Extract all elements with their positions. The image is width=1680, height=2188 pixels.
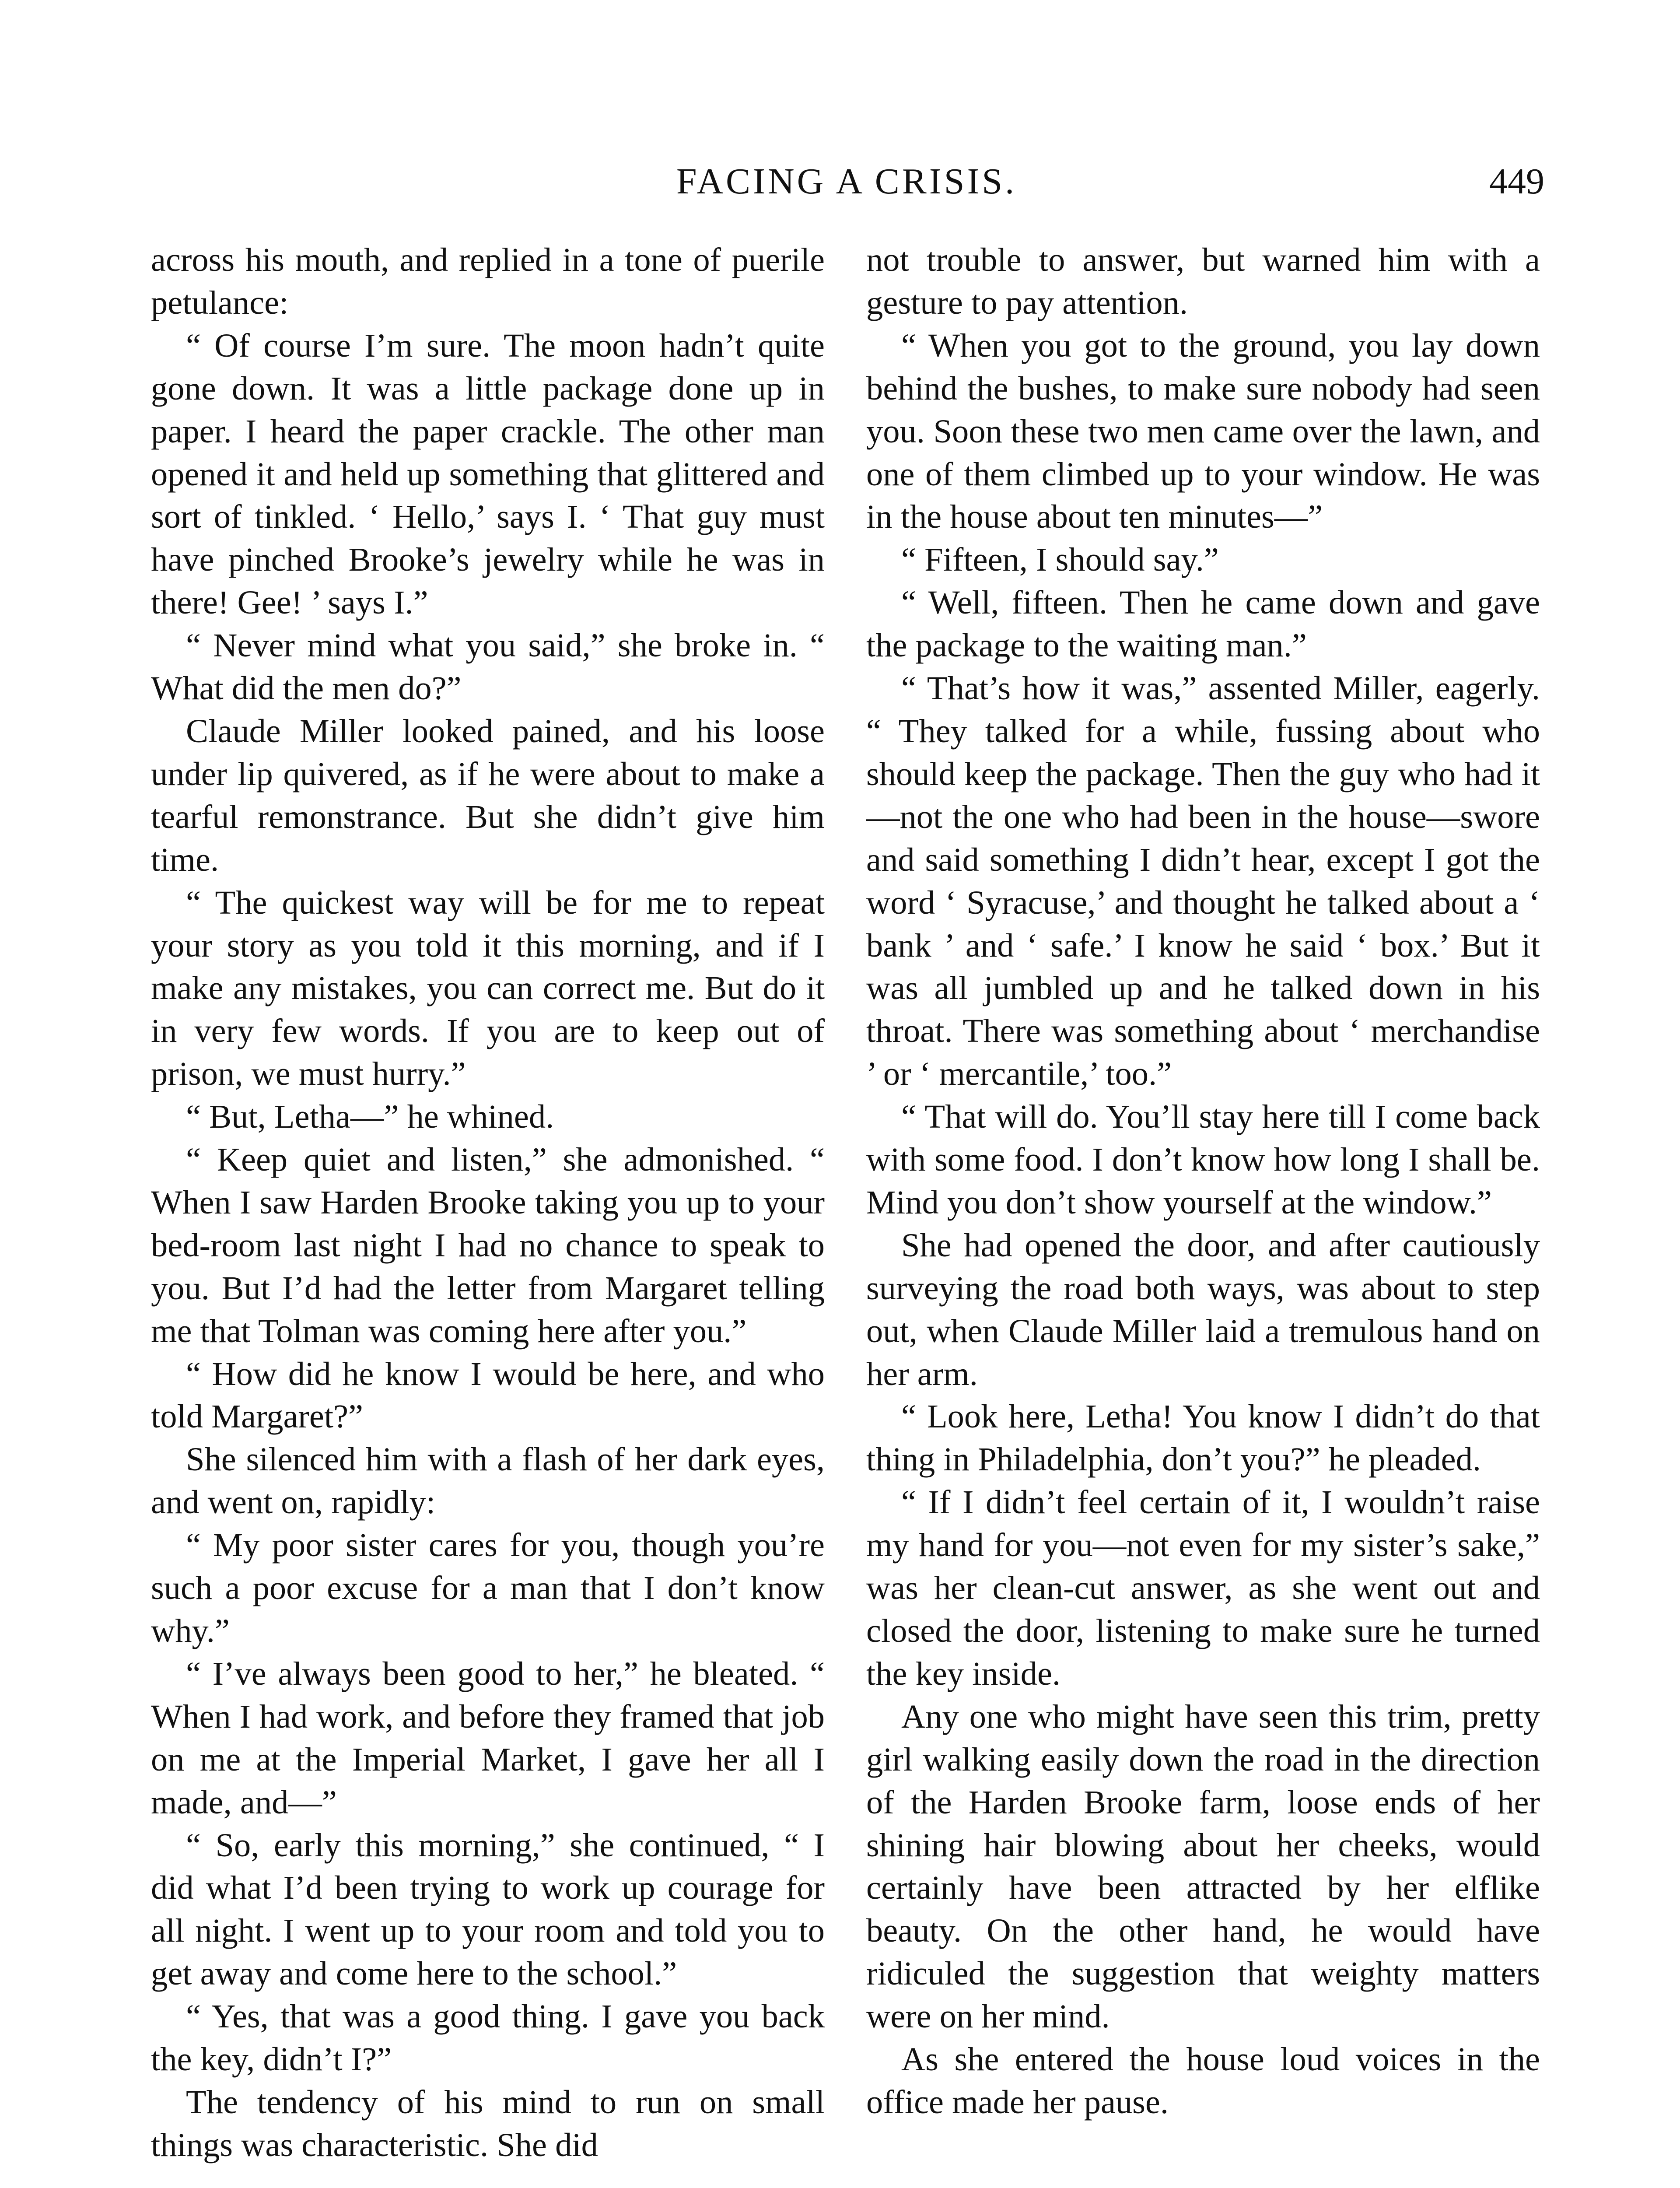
paragraph: “ That will do. You’ll stay here till I come back with some food. I don’t know how long I shall be. Mind you don’t show yourself at the window.” bbox=[866, 1098, 1540, 1221]
right-column bbox=[866, 238, 1540, 2124]
paragraph: Any one who might have seen this trim, pretty girl walking easily down the road in the direction of the Harden Brooke farm, loose ends of her shining hair blowing about her cheeks, would certainly have been attracted by her elflike beauty. On the other hand, he would have ridiculed the suggestion that weighty matters were on her mind. bbox=[866, 1697, 1540, 2035]
paragraph: She had opened the door, and after cautiously surveying the road both ways, was about to step out, when Claude Miller laid a tremulous hand on her arm. bbox=[866, 1226, 1540, 1392]
paragraph: She silenced him with a flash of her dark eyes, and went on, rapidly: bbox=[151, 1441, 825, 1521]
left-column bbox=[151, 238, 825, 2167]
paragraph: “ I’ve always been good to her,” he bleated. “ When I had work, and before they framed that job on me at the Imperial Market, I gave her all I made, and—” bbox=[151, 1655, 825, 1821]
page-number: 449 bbox=[1489, 161, 1544, 202]
paragraph: across his mouth, and replied in a tone of puerile petulance: bbox=[151, 241, 825, 321]
paragraph: The tendency of his mind to run on small things was characteristic. She did bbox=[151, 2083, 825, 2163]
paragraph: “ Never mind what you said,” she broke in. “ What did the men do?” bbox=[151, 627, 825, 707]
paragraph: not trouble to answer, but warned him with a gesture to pay attention. bbox=[866, 241, 1540, 321]
paragraph: “ Of course I’m sure. The moon hadn’t quite gone down. It was a little package done up in paper. I heard the paper crackle. The other man opened it and held up something that glittered and sort of tinkled. ‘ Hello,’ says I. ‘ That guy must have pinched Brooke’s jewelry while he was in there! Gee! ’ says I.” bbox=[151, 326, 825, 621]
chapter-title: FACING A CRISIS. bbox=[676, 161, 1017, 202]
paragraph: “ Fifteen, I should say.” bbox=[901, 541, 1219, 579]
paragraph: Claude Miller looked pained, and his loose under lip quivered, as if he were about to make a tearful remonstrance. But she didn’t give him time. bbox=[151, 712, 825, 878]
paragraph: “ That’s how it was,” assented Miller, eagerly. “ They talked for a while, fussing about who should keep the package. Then the guy who had it—not the one who had been in the house—swore and said something I didn’t hear, except I got the word ‘ Syracuse,’ and thought he talked about a ‘ bank ’ and ‘ safe.’ I know he said ‘ box.’ But it was all jumbled up and he talked down in his throat. There was something about ‘ merchandise ’ or ‘ mercantile,’ too.” bbox=[866, 670, 1540, 1093]
paragraph: “ Well, fifteen. Then he came down and gave the package to the waiting man.” bbox=[866, 584, 1540, 664]
paragraph: “ The quickest way will be for me to repeat your story as you told it this morning, and if I make any mistakes, you can correct me. But do it in very few words. If you are to keep out of prison, we must hurry.” bbox=[151, 884, 825, 1093]
paragraph: “ How did he know I would be here, and who told Margaret?” bbox=[151, 1355, 825, 1435]
paragraph: As she entered the house loud voices in the office made her pause. bbox=[866, 2041, 1540, 2121]
paragraph: “ Yes, that was a good thing. I gave you back the key, didn’t I?” bbox=[151, 1998, 825, 2078]
paragraph: “ Keep quiet and listen,” she admonished. “ When I saw Harden Brooke taking you up to your bed-room last night I had no chance to speak to you. But I’d had the letter from Margaret telling me that Tolman was coming here after you.” bbox=[151, 1141, 825, 1350]
paragraph: “ So, early this morning,” she continued, “ I did what I’d been trying to work up courage for all night. I went up to your room and told you to get away and come here to the school.” bbox=[151, 1826, 825, 1992]
paragraph: “ If I didn’t feel certain of it, I wouldn’t raise my hand for you—not even for my sister’s sake,” was her clean-cut answer, as she went out and closed the door, listening to make sure he turned the key inside. bbox=[866, 1483, 1540, 1692]
paragraph: “ Look here, Letha! You know I didn’t do that thing in Philadelphia, don’t you?” he pleaded. bbox=[866, 1398, 1540, 1478]
paragraph: “ When you got to the ground, you lay down behind the bushes, to make sure nobody had seen you. Soon these two men came over the lawn, and one of them climbed up to your window. He was in the house about ten minutes—” bbox=[866, 326, 1540, 536]
running-head bbox=[149, 160, 1544, 208]
paragraph: “ My poor sister cares for you, though you’re such a poor excuse for a man that I don’t know why.” bbox=[151, 1526, 825, 1649]
paragraph: “ But, Letha—” he whined. bbox=[186, 1098, 554, 1136]
